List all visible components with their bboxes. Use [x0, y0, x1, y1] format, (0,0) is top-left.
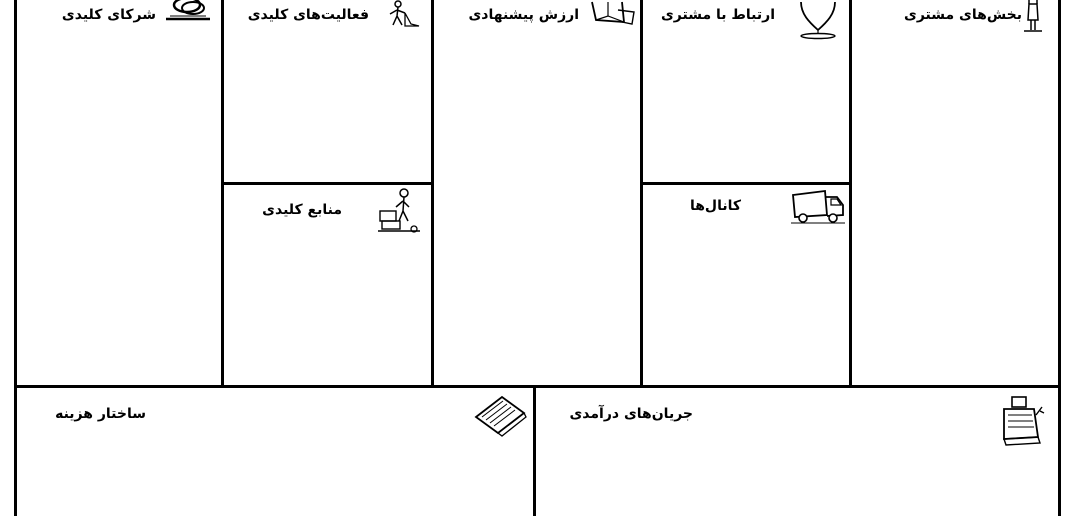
grid-line-v1 — [221, 0, 224, 387]
heart-icon — [795, 0, 843, 40]
person-icon — [1020, 0, 1046, 34]
customer-relationships-label: ارتباط با مشتری — [660, 7, 775, 23]
delivery-truck-icon — [789, 189, 847, 225]
grid-line-v-bottom — [533, 385, 536, 516]
key-activities-label: فعالیت‌های کلیدی — [247, 7, 369, 23]
worker-with-crates-icon — [376, 187, 422, 233]
grid-line-h-main — [14, 385, 1061, 388]
revenue-streams-label: جریان‌های درآمدی — [569, 406, 693, 422]
grid-line-v4 — [849, 0, 852, 387]
grid-line-h-relationships — [640, 182, 852, 185]
worker-icon — [381, 0, 421, 28]
grid-line-left-outer — [14, 0, 17, 516]
grid-line-v2 — [431, 0, 434, 387]
key-partners-label: شرکای کلیدی — [61, 7, 156, 23]
gift-box-icon — [588, 0, 638, 26]
grid-line-v3 — [640, 0, 643, 387]
customer-segments-label: بخش‌های مشتری — [904, 7, 1022, 23]
channels-label: کانال‌ها — [689, 198, 741, 214]
value-propositions-label: ارزش پیشنهادی — [468, 7, 579, 23]
price-tag-icon — [472, 393, 528, 437]
chain-link-icon — [160, 0, 216, 22]
grid-line-h-activities — [221, 182, 433, 185]
cost-structure-label: ساختار هزینه — [55, 406, 146, 422]
key-resources-label: منابع کلیدی — [262, 202, 342, 218]
grid-line-right-outer — [1058, 0, 1061, 516]
cash-register-icon — [1000, 393, 1046, 447]
